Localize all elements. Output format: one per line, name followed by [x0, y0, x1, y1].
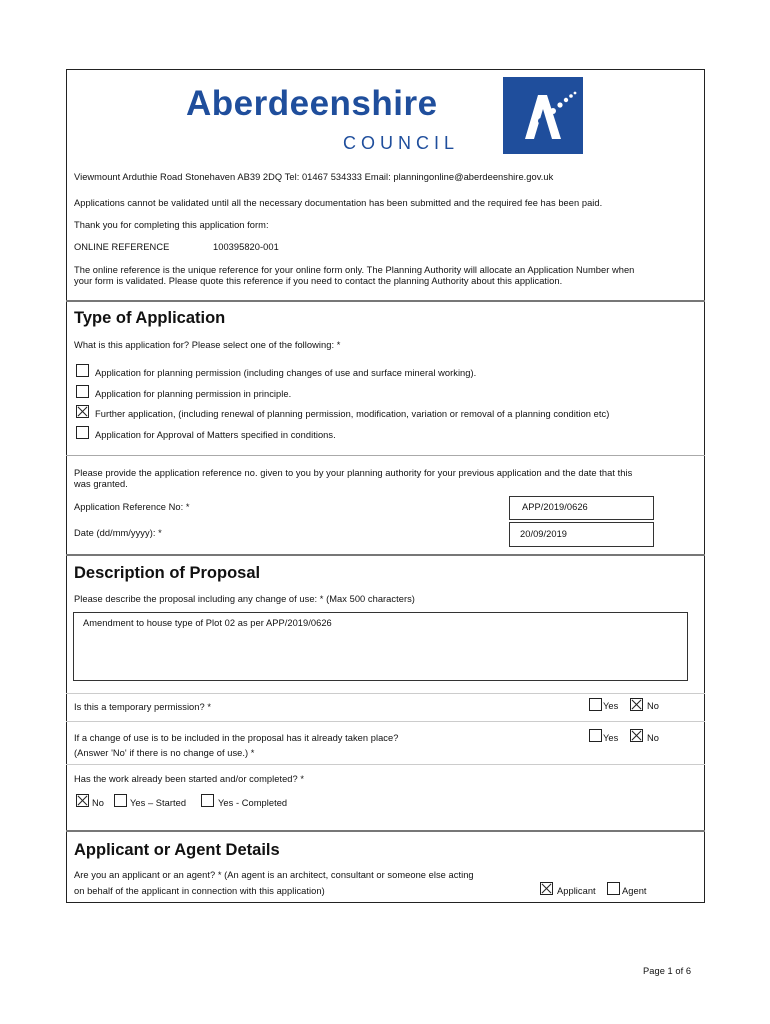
temporary-yes-checkbox[interactable] [589, 698, 602, 711]
applicant-agent-question-line-2: on behalf of the applicant in connection with this application) [74, 886, 325, 896]
change-of-use-yes-checkbox[interactable] [589, 729, 602, 742]
temporary-no-checkbox[interactable] [630, 698, 643, 711]
council-logo-icon [503, 77, 583, 154]
online-reference-label: ONLINE REFERENCE [74, 242, 170, 252]
work-started-question: Has the work already been started and/or completed? * [74, 774, 305, 784]
temporary-permission-question: Is this a temporary permission? * [74, 702, 212, 712]
date-label: Date (dd/mm/yyyy): * [74, 528, 162, 538]
page-number: Page 1 of 6 [643, 966, 692, 976]
change-of-use-question-line-1: If a change of use is to be included in the proposal has it already taken place? [74, 733, 399, 743]
section-divider [66, 721, 705, 722]
type-option-3-label: Further application, (including renewal of planning permission, modification, variation or removal of a planning condition etc) [95, 409, 610, 419]
type-option-4-label: Application for Approval of Matters specified in conditions. [95, 430, 336, 440]
temporary-yes-label: Yes [603, 701, 619, 711]
thanks-text: Thank you for completing this application form: [74, 220, 269, 230]
work-started-yes-completed-label: Yes - Completed [218, 798, 288, 808]
type-option-2-checkbox[interactable] [76, 385, 89, 398]
application-reference-label: Application Reference No: * [74, 502, 190, 512]
section-divider [66, 554, 705, 556]
section-divider [66, 830, 705, 832]
previous-app-note-line-1: Please provide the application reference no. given to you by your planning authority for your previous application and the date that this [74, 468, 633, 478]
applicant-label: Applicant [557, 886, 596, 896]
work-started-yes-started-checkbox[interactable] [114, 794, 127, 807]
council-address: Viewmount Arduthie Road Stonehaven AB39 2DQ Tel: 01467 534333 Email: planningonline@aberdeenshire.gov.uk [74, 172, 554, 182]
applicant-agent-title: Applicant or Agent Details [74, 841, 280, 859]
section-divider [66, 300, 705, 302]
reference-note-line-1: The online reference is the unique reference for your online form only. The Planning Authority will allocate an Application Number when [74, 265, 635, 275]
description-textarea[interactable]: Amendment to house type of Plot 02 as per APP/2019/0626 [73, 612, 688, 681]
change-of-use-question-line-2: (Answer 'No' if there is no change of use.) * [74, 748, 255, 758]
validation-note: Applications cannot be validated until all the necessary documentation has been submitted and the required fee has been paid. [74, 198, 603, 208]
type-option-2-label: Application for planning permission in principle. [95, 389, 292, 399]
application-reference-field[interactable]: APP/2019/0626 [509, 496, 654, 520]
application-type-question: What is this application for? Please select one of the following: * [74, 340, 341, 350]
agent-label: Agent [622, 886, 647, 896]
description-title: Description of Proposal [74, 564, 261, 582]
reference-note-line-2: your form is validated. Please quote this reference if you need to contact the planning Authority about this application. [74, 276, 563, 286]
section-divider [66, 693, 705, 694]
online-reference-value: 100395820-001 [213, 242, 279, 252]
logo-wordmark: Aberdeenshire [186, 84, 438, 123]
applicant-checkbox[interactable] [540, 882, 553, 895]
work-started-yes-started-label: Yes – Started [130, 798, 187, 808]
work-started-no-checkbox[interactable] [76, 794, 89, 807]
logo-council: COUNCIL [343, 133, 460, 153]
date-field[interactable]: 20/09/2019 [509, 522, 654, 547]
change-of-use-no-checkbox[interactable] [630, 729, 643, 742]
type-of-application-title: Type of Application [74, 309, 226, 327]
section-divider [66, 455, 705, 456]
type-option-1-checkbox[interactable] [76, 364, 89, 377]
applicant-agent-question-line-1: Are you an applicant or an agent? * (An agent is an architect, consultant or someone else acting [74, 870, 474, 880]
previous-app-note-line-2: was granted. [74, 479, 128, 489]
type-option-1-label: Application for planning permission (including changes of use and surface mineral working). [95, 368, 477, 378]
work-started-yes-completed-checkbox[interactable] [201, 794, 214, 807]
type-option-4-checkbox[interactable] [76, 426, 89, 439]
section-divider [66, 764, 705, 765]
change-of-use-yes-label: Yes [603, 733, 619, 743]
description-prompt: Please describe the proposal including any change of use: * (Max 500 characters) [74, 594, 415, 604]
agent-checkbox[interactable] [607, 882, 620, 895]
change-of-use-no-label: No [647, 733, 659, 743]
work-started-no-label: No [92, 798, 104, 808]
type-option-3-checkbox[interactable] [76, 405, 89, 418]
temporary-no-label: No [647, 701, 659, 711]
